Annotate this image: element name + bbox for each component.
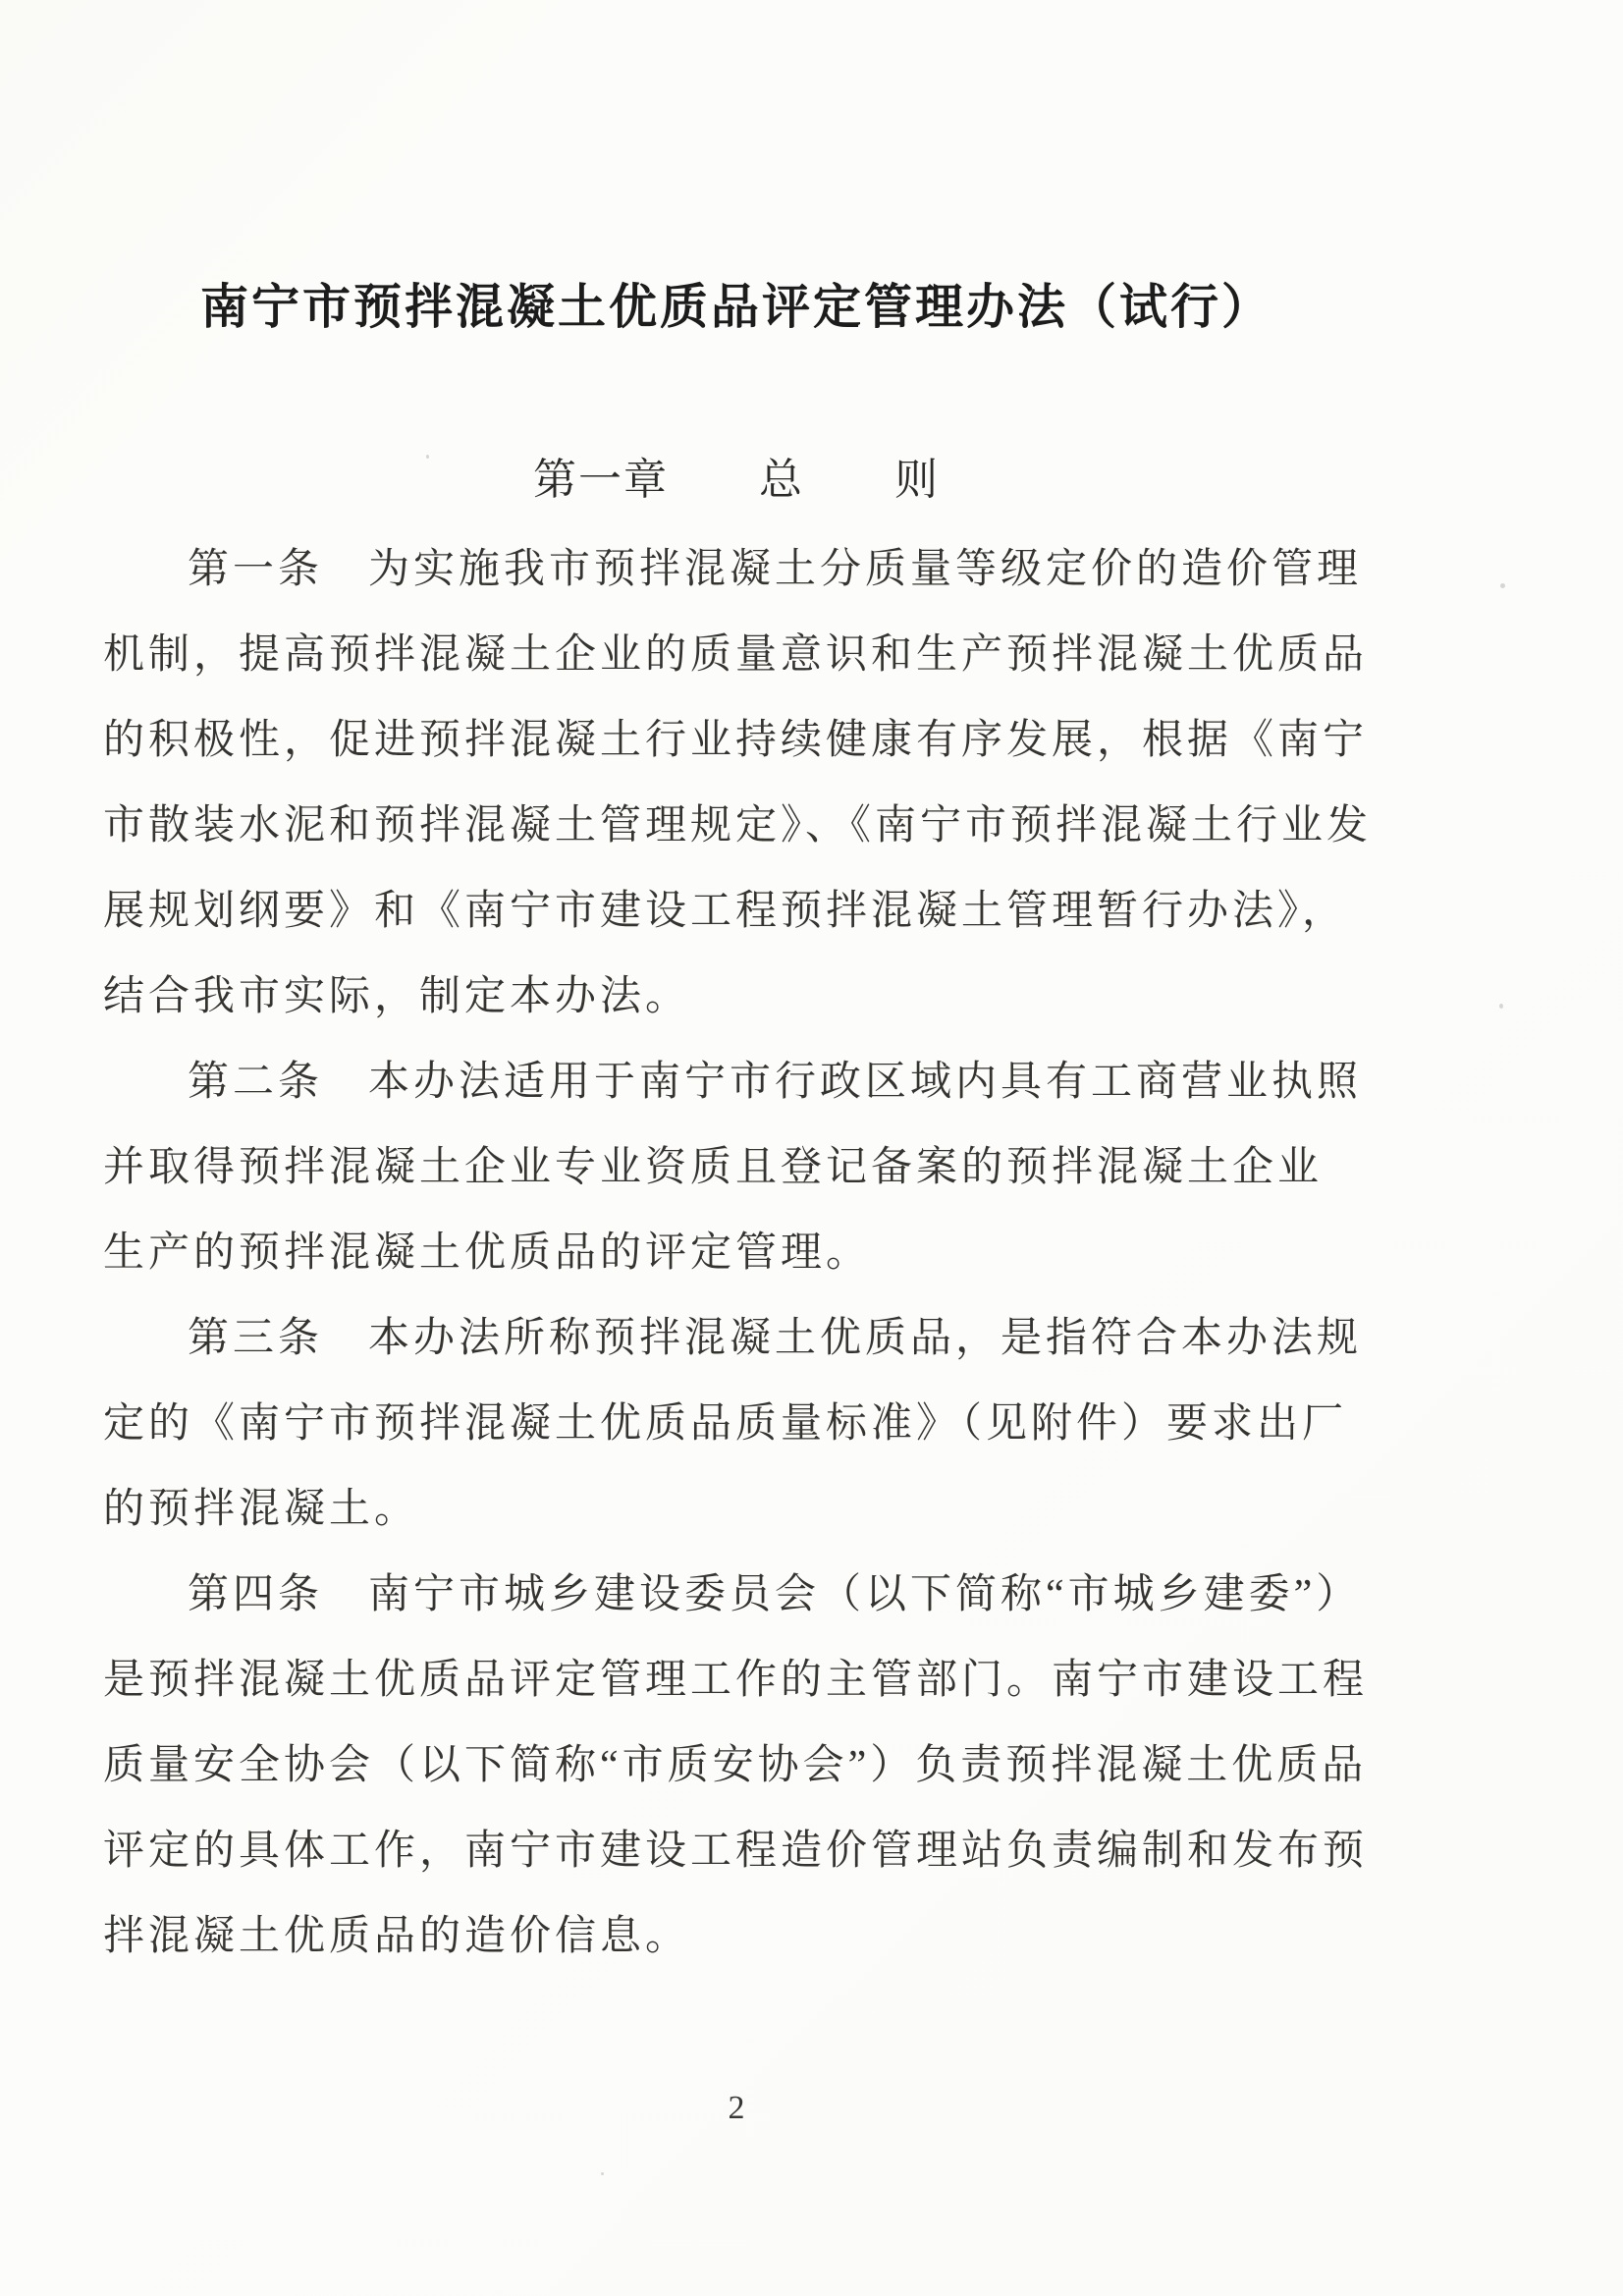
body-line: 展规划纲要》和《南宁市建设工程预拌混凝土管理暂行办法》， [103, 889, 1348, 934]
body-line: 市散装水泥和预拌混凝土管理规定》、《南宁市预拌混凝土行业发 [103, 803, 1373, 848]
body-line: 的积极性，促进预拌混凝土行业持续健康有序发展，根据《南宁 [103, 718, 1369, 763]
scan-speck [1499, 1004, 1503, 1009]
body-line-article-2: 第二条 本办法适用于南宁市行政区域内具有工商营业执照 [188, 1060, 1363, 1105]
scan-speck [426, 455, 429, 459]
page-number: 2 [728, 2090, 745, 2126]
body-line: 定的《南宁市预拌混凝土优质品质量标准》（见附件）要求出厂 [103, 1401, 1348, 1447]
body-line: 并取得预拌混凝土企业专业资质且登记备案的预拌混凝土企业 [103, 1145, 1324, 1190]
chapter-heading: 第一章 总 则 [533, 456, 940, 504]
body-line: 结合我市实际，制定本办法。 [103, 974, 691, 1019]
body-line: 生产的预拌混凝土优质品的评定管理。 [103, 1230, 872, 1276]
body-line: 的预拌混凝土。 [103, 1487, 420, 1532]
body-line: 拌混凝土优质品的造价信息。 [103, 1914, 691, 1959]
scan-speck [601, 2172, 604, 2175]
body-line: 是预拌混凝土优质品评定管理工作的主管部门。南宁市建设工程 [103, 1658, 1369, 1703]
document-body [103, 527, 1389, 1980]
body-line-article-4: 第四条 南宁市城乡建设委员会（以下简称“市城乡建委”） [188, 1572, 1362, 1617]
body-line: 机制，提高预拌混凝土企业的质量意识和生产预拌混凝土优质品 [103, 632, 1369, 678]
body-line: 质量安全协会（以下简称“市质安协会”）负责预拌混凝土优质品 [103, 1743, 1368, 1788]
body-line: 评定的具体工作，南宁市建设工程造价管理站负责编制和发布预 [103, 1829, 1369, 1874]
document-title: 南宁市预拌混凝土优质品评定管理办法（试行） [199, 281, 1272, 334]
body-line-article-3: 第三条 本办法所称预拌混凝土优质品，是指符合本办法规 [188, 1316, 1363, 1361]
scan-speck [1500, 583, 1505, 588]
body-line-article-1: 第一条 为实施我市预拌混凝土分质量等级定价的造价管理 [188, 547, 1363, 592]
